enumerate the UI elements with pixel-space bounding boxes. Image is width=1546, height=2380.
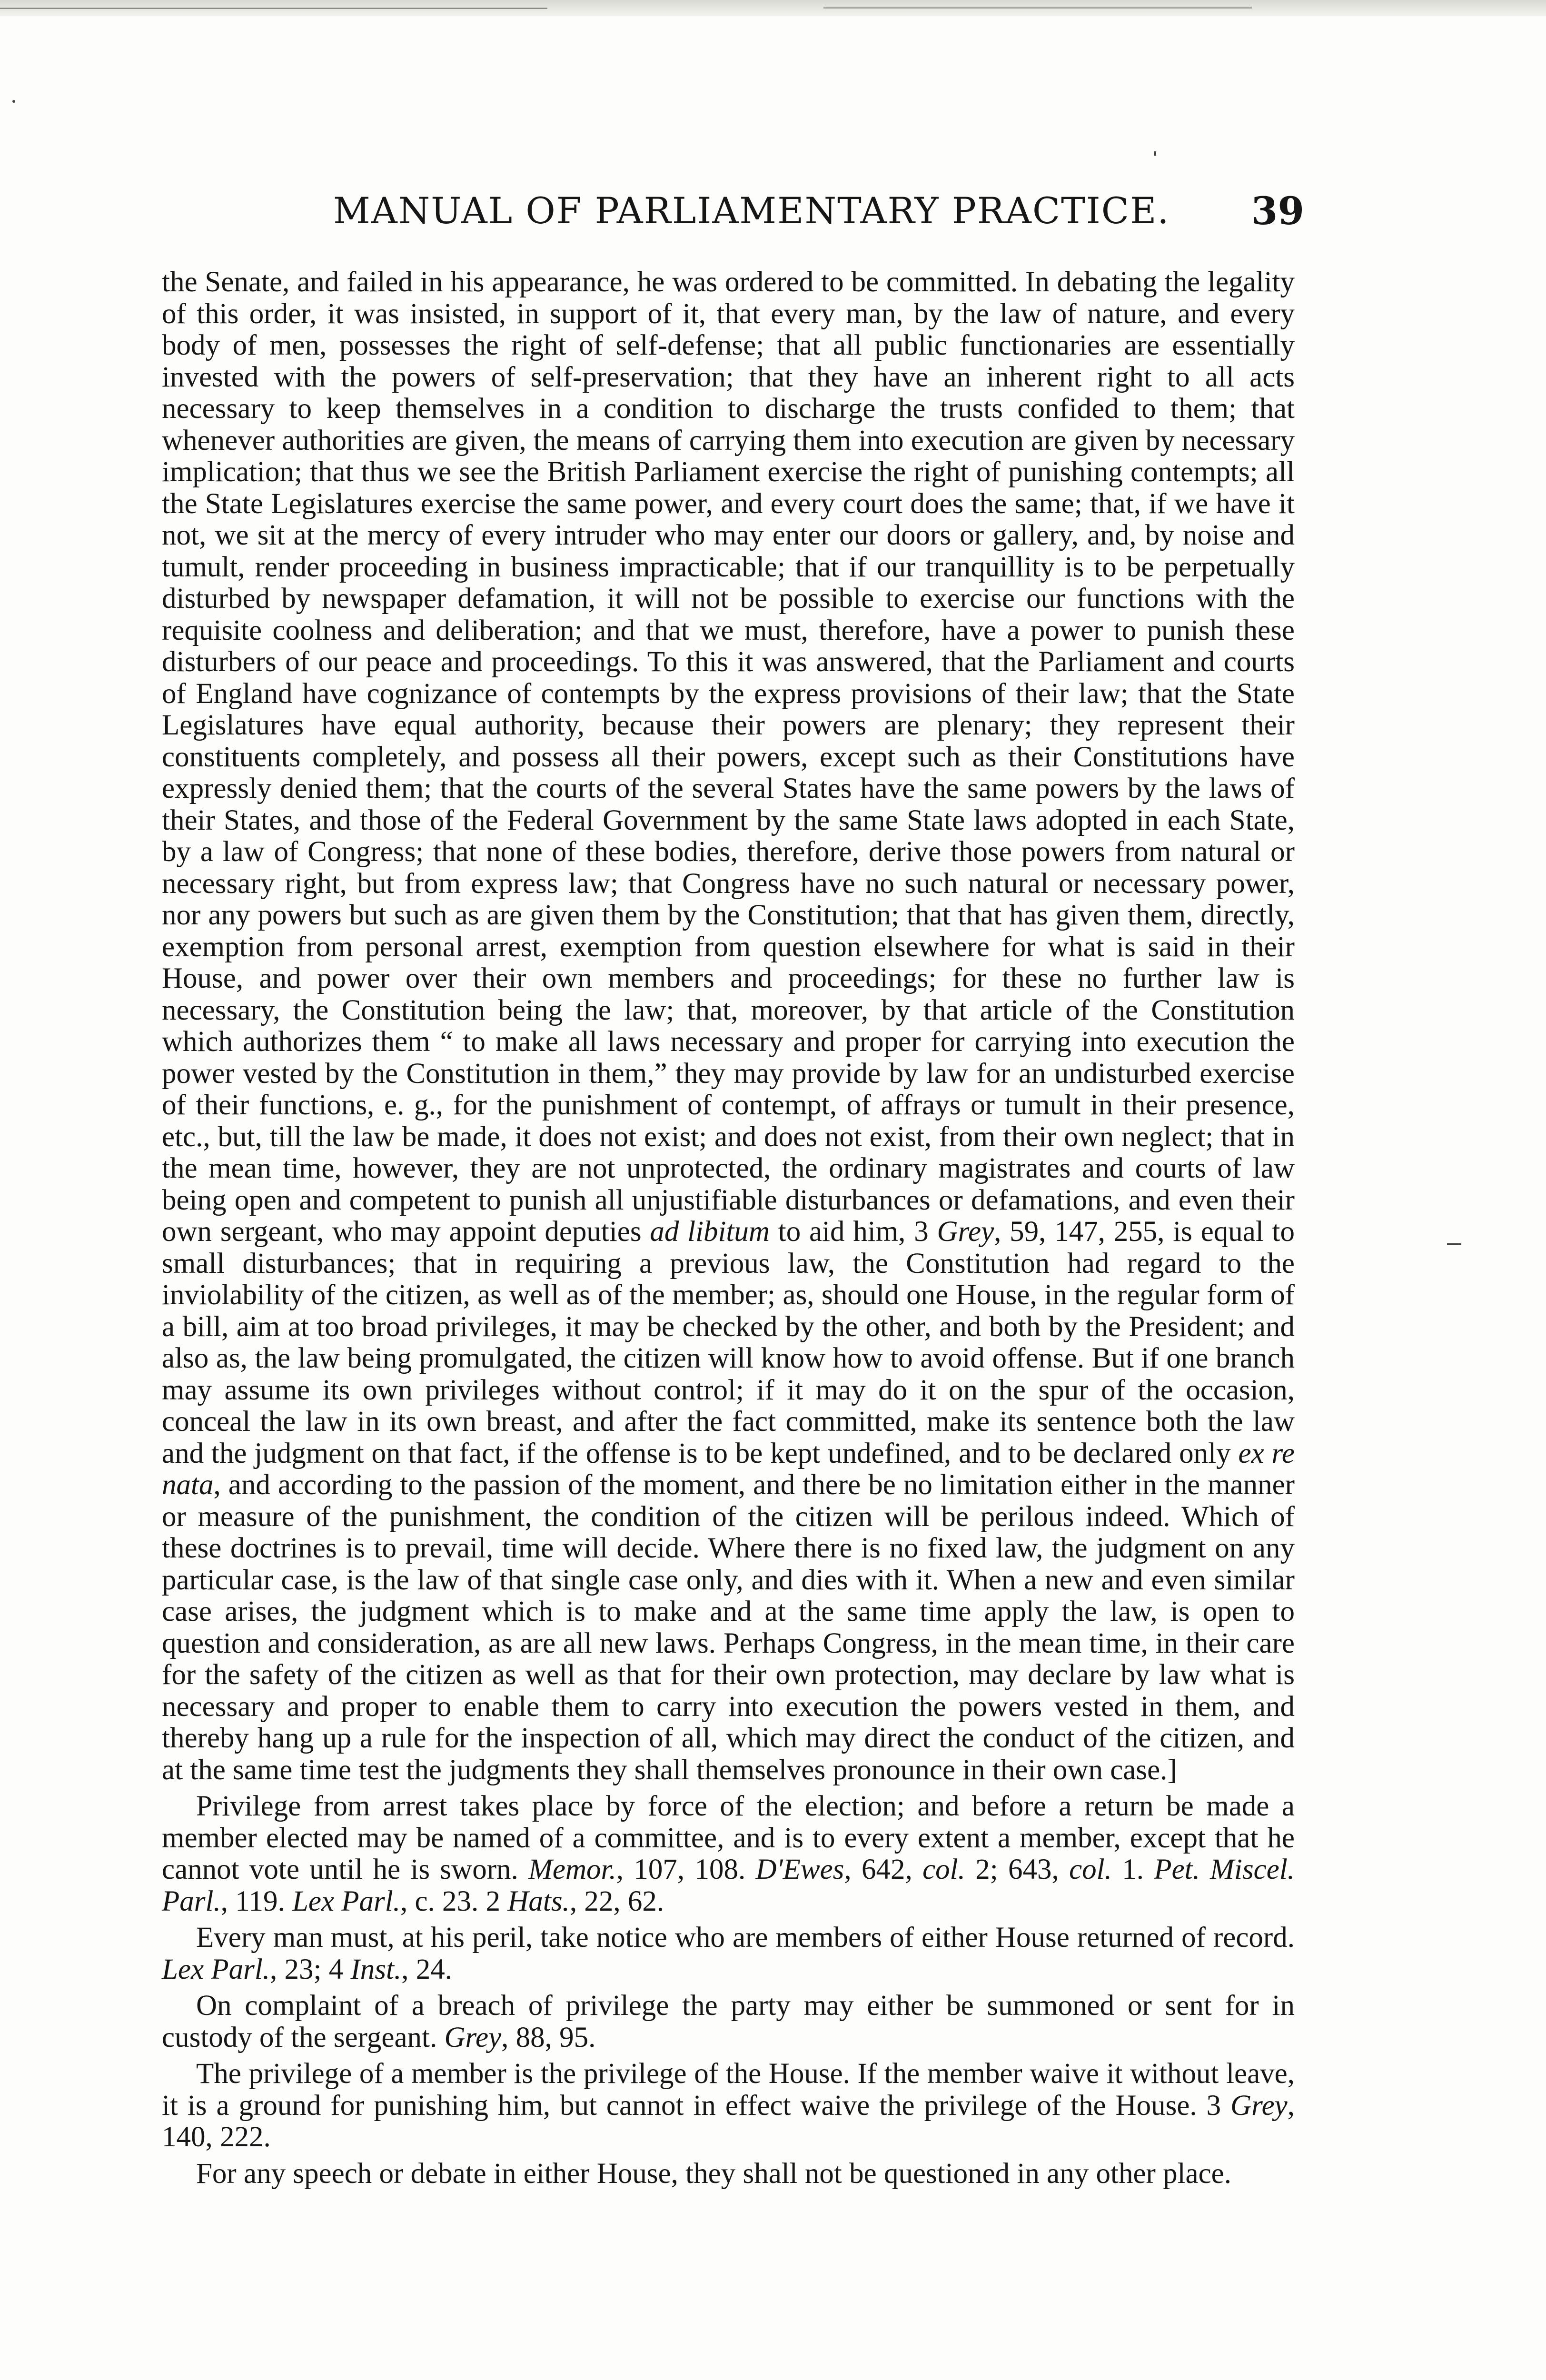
text-run: to aid him, 3: [770, 1216, 937, 1248]
citation-italic: col.: [1069, 1854, 1112, 1885]
text-run: The privilege of a member is the privilege of the House. If the member waive it without leave, it is a ground for punishing him, but cannot in effect waive the privilege of the House. 3: [162, 2058, 1295, 2122]
text-run: , c. 23. 2: [400, 1885, 508, 1917]
text-run: , 88, 95.: [501, 2021, 596, 2053]
citation-italic: Grey: [937, 1216, 994, 1248]
margin-dash: [1447, 1243, 1461, 1245]
citation-italic: Inst.: [350, 1953, 402, 1985]
paragraph: [162, 2158, 1295, 2190]
citation-italic: Pet. Miscel. Parl.: [162, 1854, 1295, 1917]
text-run: , 59, 147, 255, is equal to small disturbances; that in requiring a previous law, the Constitution had regard to the inviolability of the citizen, as well as of the member; as, should one House, in the regular form of a bill, aim at too broad privileges, it may be checked by the other, and both by the President; and also as, the law being promulgated, the citizen will know how to avoid offense. But if one branch may assume its own privileges without control; if it may do it on the spur of the occasion, conceal the law in its own breast, and after the fact committed, make its sentence both the law and the judgment on that fact, if the offense is to be kept undefined, and to be declared only: [162, 1216, 1295, 1469]
paragraph: [162, 267, 1295, 1786]
body-text: [162, 267, 1295, 2190]
paragraph: [162, 1791, 1295, 1917]
citation-italic: col.: [922, 1854, 965, 1885]
text-run: , 22, 62.: [569, 1885, 664, 1917]
paragraph: [162, 1922, 1295, 1985]
scan-edge-line: [0, 8, 547, 9]
citation-italic: Grey: [444, 2021, 502, 2053]
citation-italic: ex re nata: [162, 1437, 1295, 1501]
citation-italic: D'Ewes: [755, 1854, 844, 1885]
text-run: Privilege from arrest takes place by force of the election; and before a return be made a member elected may be named of a committee, and is to every extent a member, except that he cannot vote until he is sworn.: [162, 1790, 1295, 1885]
running-header: [333, 185, 1304, 237]
text-run: , 119.: [220, 1885, 292, 1917]
text-run: 1.: [1111, 1854, 1154, 1885]
scan-speck: [1154, 151, 1156, 156]
text-run: 2; 643,: [965, 1854, 1070, 1885]
citation-italic: Lex Parl.: [162, 1953, 270, 1985]
citation-italic: Lex Parl.: [292, 1885, 400, 1917]
citation-italic: Hats.: [507, 1885, 570, 1917]
text-run: , 24.: [401, 1953, 452, 1985]
text-run: For any speech or debate in either House, they shall not be questioned in any other place.: [196, 2157, 1232, 2190]
text-run: On complaint of a breach of privilege the party may either be summoned or sent for in custody of the sergeant.: [162, 1990, 1295, 2053]
scan-top-edge: [0, 0, 1546, 16]
citation-italic: Memor.: [528, 1854, 616, 1885]
text-run: , 107, 108.: [616, 1854, 756, 1885]
scan-speck: [12, 100, 15, 103]
paragraph: [162, 2058, 1295, 2153]
page-number: 39: [1251, 188, 1304, 233]
scan-edge-line: [823, 7, 1252, 9]
text-run: , 140, 222.: [162, 2089, 1295, 2153]
text-run: , and according to the passion of the moment, and there be no limitation either in the manner or measure of the punishment, the condition of the citizen will be perilous indeed. Which of these doctrines is to prevail, time will decide. Where there is no fixed law, the judgment on any particular case, is the law of that single case only, and dies with it. When a new and even similar case arises, the judgment which is to make and at the same time apply the law, is open to question and consideration, as are all new laws. Perhaps Congress, in the mean time, in their care for the safety of the citizen as well as that for their own protection, may declare by law what is necessary and proper to enable them to carry into execution the powers vested in them, and thereby hang up a rule for the inspection of all, which may direct the conduct of the citizen, and at the same time test the judgments they shall themselves pronounce in their own case.]: [162, 1469, 1295, 1786]
citation-italic: Grey: [1230, 2089, 1288, 2122]
text-run: , 642,: [844, 1854, 923, 1885]
paragraph: [162, 1990, 1295, 2053]
citation-italic: ad libitum: [650, 1216, 770, 1248]
text-run: Every man must, at his peril, take notice who are members of either House returned of record.: [196, 1922, 1295, 1954]
text-run: , 23; 4: [270, 1953, 351, 1985]
text-run: the Senate, and failed in his appearance, he was ordered to be committed. In debating the legality of this order, it was insisted, in support of it, that every man, by the law of nature, and every body of men, possesses the right of self-defense; that all public functionaries are essentially invested with the powers of self-preservation; that they have an inherent right to all acts necessary to keep themselves in a condition to discharge the trusts confided to them; that whenever authorities are given, the means of carrying them into execution are given by necessary implication; that thus we see the British Parliament exercise the right of punishing contempts; all the State Legislatures exercise the same power, and every court does the same; that, if we have it not, we sit at the mercy of every intruder who may enter our doors or gallery, and, by noise and tumult, render proceeding in business impracticable; that if our tranquillity is to be perpetually disturbed by newspaper defamation, it will not be possible to exercise our functions with the requisite coolness and deliberation; and that we must, therefore, have a power to punish these disturbers of our peace and proceedings. To this it was answered, that the Parliament and courts of England have cognizance of contempts by the express provisions of their law; that the State Legislatures have equal authority, because their powers are plenary; they represent their constituents completely, and possess all their powers, except such as their Constitutions have expressly denied them; that the courts of the several States have the same powers by the laws of their States, and those of the Federal Government by the same State laws adopted in each State, by a law of Congress; that none of these bodies, therefore, derive those powers from natural or necessary right, but from express law; that Congress have no such natural or necessary power, nor any powers but such as are given them by the Constitution; that that has given them, directly, exemption from personal arrest, exemption from question elsewhere for what is said in their House, and power over their own members and proceedings; for these no further law is necessary, the Constitution being the law; that, moreover, by that article of the Constitution which authorizes them “ to make all laws necessary and proper for carrying into execution the power vested by the Constitution in them,” they may provide by law for an undisturbed exercise of their functions, e. g., for the punishment of contempt, of affrays or tumult in their presence, etc., but, till the law be made, it does not exist; and does not exist, from their own neglect; that in the mean time, however, they are not unprotected, the ordinary magistrates and courts of law being open and competent to punish all unjustifiable disturbances or defamations, and even their own sergeant, who may appoint deputies: [162, 266, 1295, 1248]
running-title: MANUAL OF PARLIAMENTARY PRACTICE.: [333, 189, 1170, 232]
